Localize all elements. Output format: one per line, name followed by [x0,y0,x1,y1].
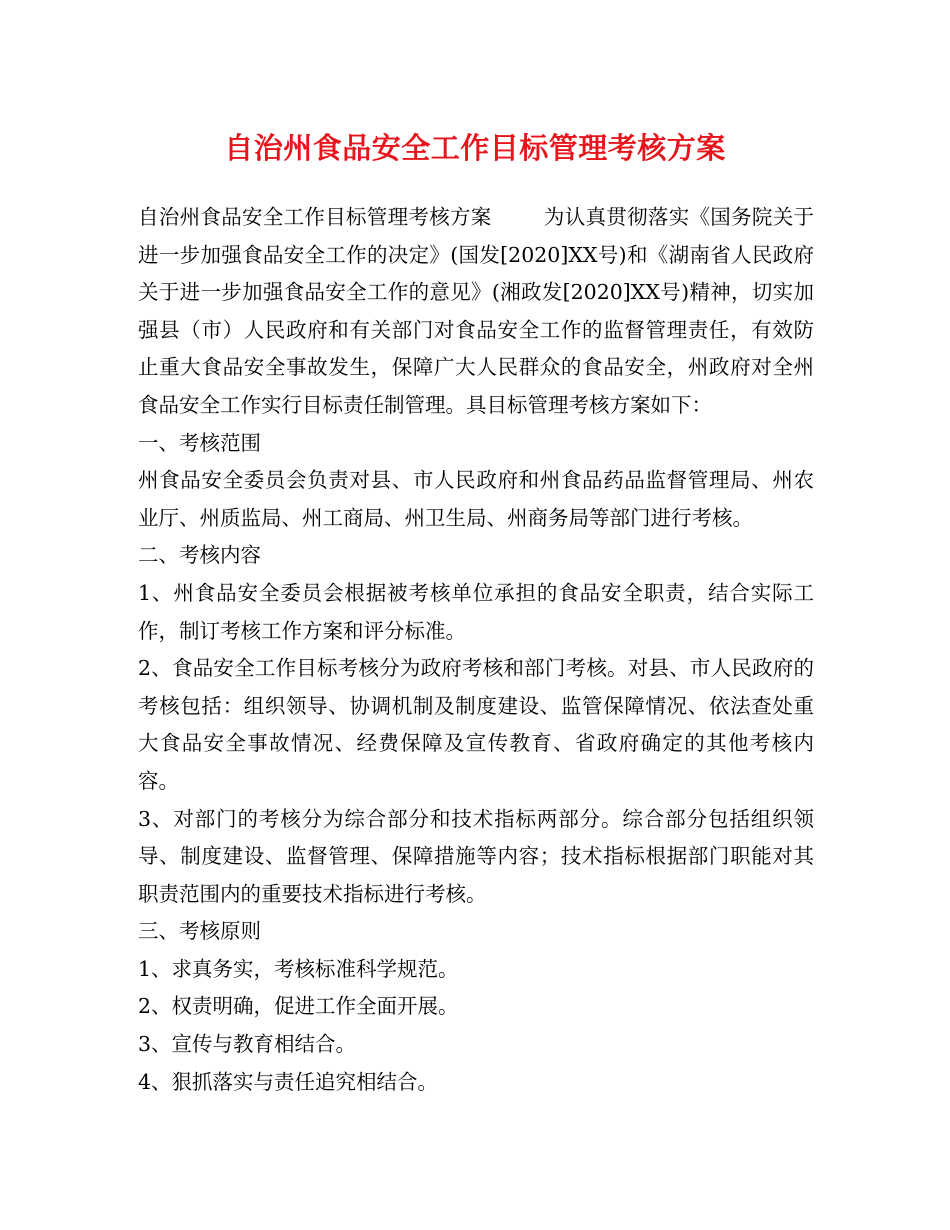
principle-item-2: 2、权责明确，促进工作全面开展。 [138,994,459,1019]
section-heading-content: 二、考核内容 [138,543,261,568]
section-heading-principles: 三、考核原则 [138,919,261,944]
section-heading-scope: 一、考核范围 [138,430,261,455]
principle-item-3: 3、宣传与教育相结合。 [138,1032,357,1057]
intro-text: 为认真贯彻落实《国务院关于进一步加强食品安全工作的决定》(国发[2020]XX号)和《湖南省人民政府关于进一步加强食品安全工作的意见》(湘政发[2020]XX号)精神，切实加强县（市）人民政府和有关部门对食品安全工作的监督管理责任，有效防止重大食品安全事故发生，保障广大人民群众的食品安全，州政府对全州食品安全工作实行目标责任制管理。具目标管理考核方案如下： [138,205,815,417]
principle-item-4: 4、狠抓落实与责任追究相结合。 [138,1069,439,1094]
intro-paragraph [138,199,814,425]
content-item-3: 3、对部门的考核分为综合部分和技术指标两部分。综合部分包括组织领导、制度建设、监督管理、保障措施等内容；技术指标根据部门职能对其职责范围内的重要技术指标进行考核。 [138,806,814,906]
content-item-2: 2、食品安全工作目标考核分为政府考核和部门考核。对县、市人民政府的考核包括：组织领导、协调机制及制度建设、监管保障情况、依法查处重大食品安全事故情况、经费保障及宣传教育、省政府确定的其他考核内容。 [138,656,814,793]
document-body [138,199,814,1101]
document-title: 自治州食品安全工作目标管理考核方案 [224,131,726,165]
intro-title: 自治州食品安全工作目标管理考核方案 [138,205,492,229]
principle-item-1: 1、求真务实，考核标准科学规范。 [138,956,459,981]
content-item-1: 1、州食品安全委员会根据被考核单位承担的食品安全职责，结合实际工作，制订考核工作方案和评分标准。 [138,580,814,643]
scope-paragraph: 州食品安全委员会负责对县、市人民政府和州食品药品监督管理局、州农业厅、州质监局、州工商局、州卫生局、州商务局等部门进行考核。 [138,468,814,530]
